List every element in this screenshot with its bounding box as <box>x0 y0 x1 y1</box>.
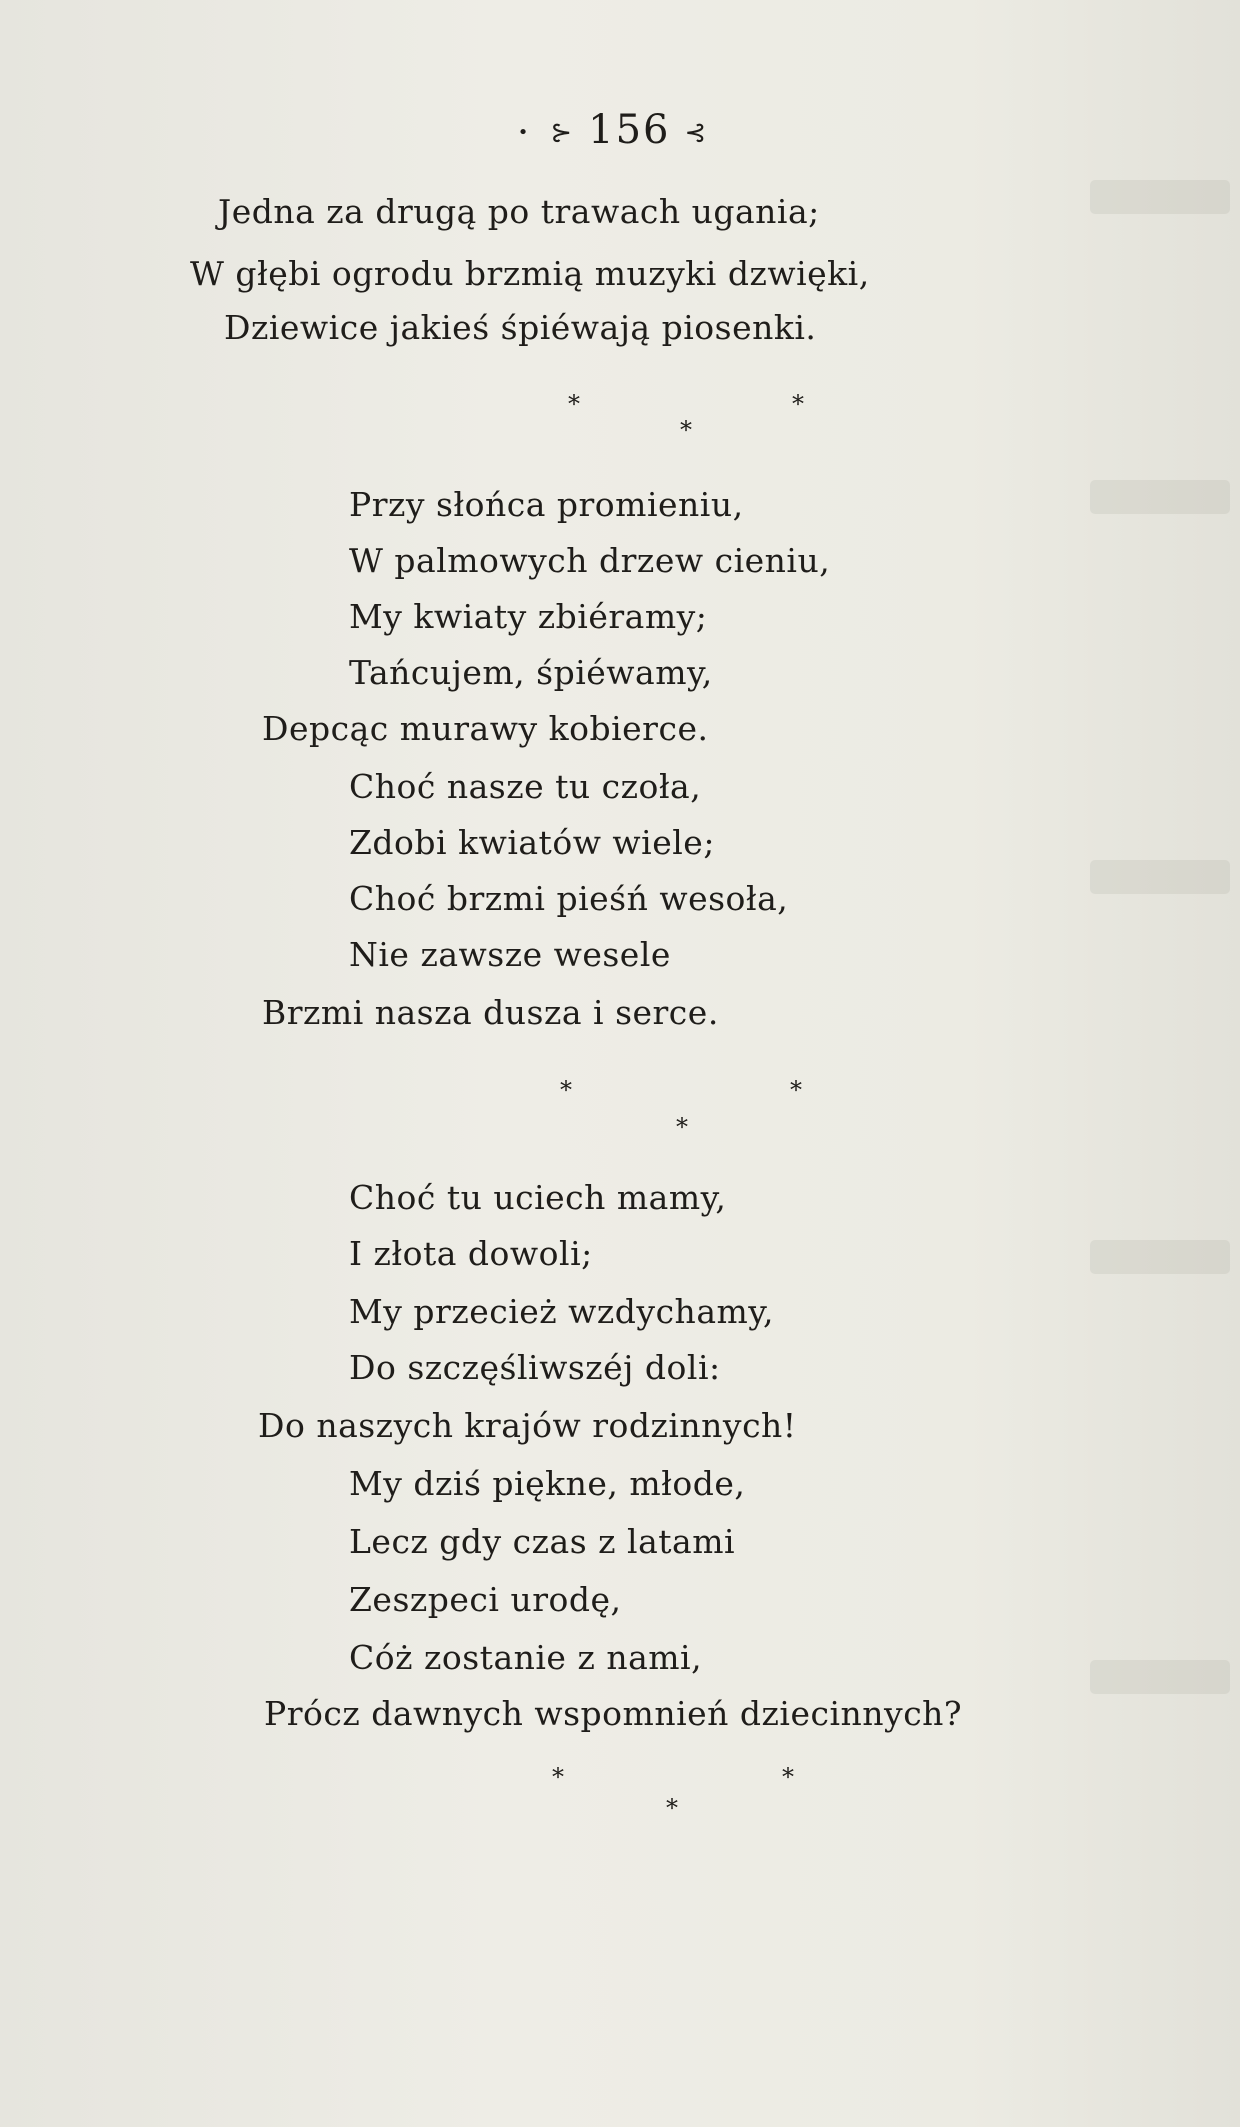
verse-line: Jedna za drugą po trawach ugania; <box>218 192 820 231</box>
verse-line: Prócz dawnych wspomnień dziecinnych? <box>264 1694 963 1733</box>
verse-line: Tańcujem, śpiéwamy, <box>349 653 713 692</box>
asterism-star-icon: * <box>568 390 580 418</box>
verse-line: Cóż zostanie z nami, <box>349 1638 703 1677</box>
page-header <box>0 100 1240 163</box>
asterism-star-icon: * <box>666 1794 678 1822</box>
show-through-text <box>1090 860 1230 894</box>
ornament-right-icon: ⊰ <box>684 118 709 148</box>
verse-line: Choć tu uciech mamy, <box>349 1178 727 1217</box>
show-through-text <box>1090 180 1230 214</box>
verse-line: Do szczęśliwszéj doli: <box>349 1348 721 1387</box>
verse-line: My przecież wzdychamy, <box>349 1292 775 1331</box>
asterism-star-icon: * <box>560 1076 572 1104</box>
verse-line: Do naszych krajów rodzinnych! <box>258 1406 797 1445</box>
verse-line: Choć brzmi pieśń wesoła, <box>349 879 789 918</box>
verse-line: Lecz gdy czas z latami <box>349 1522 736 1561</box>
asterism-star-icon: * <box>676 1113 688 1141</box>
verse-line: I złota dowoli; <box>349 1234 593 1273</box>
asterism-star-icon: * <box>792 390 804 418</box>
verse-line: Zdobi kwiatów wiele; <box>349 823 715 862</box>
verse-line: My dziś piękne, młode, <box>349 1464 746 1503</box>
verse-line: W palmowych drzew cieniu, <box>349 541 831 580</box>
show-through-text <box>1090 480 1230 514</box>
ink-dot: • <box>517 122 531 143</box>
verse-line: Choć nasze tu czoła, <box>349 767 702 806</box>
page-number: 156 <box>588 107 671 153</box>
show-through-text <box>1090 1660 1230 1694</box>
asterism-star-icon: * <box>680 416 692 444</box>
verse-line: Zeszpeci urodę, <box>349 1580 622 1619</box>
verse-line: Nie zawsze wesele <box>349 935 671 974</box>
verse-line: W głębi ogrodu brzmią muzyki dzwięki, <box>190 254 870 293</box>
verse-line: Depcąc murawy kobierce. <box>262 709 709 748</box>
ornament-left-icon: ⊱ <box>550 118 575 148</box>
verse-line: Dziewice jakieś śpiéwają piosenki. <box>224 308 817 347</box>
asterism-star-icon: * <box>782 1763 794 1791</box>
show-through-text <box>1090 1240 1230 1274</box>
verse-line: Przy słońca promieniu, <box>349 485 744 524</box>
verse-line: Brzmi nasza dusza i serce. <box>262 993 719 1032</box>
asterism-star-icon: * <box>552 1763 564 1791</box>
verse-line: My kwiaty zbiéramy; <box>349 597 708 636</box>
asterism-star-icon: * <box>790 1076 802 1104</box>
